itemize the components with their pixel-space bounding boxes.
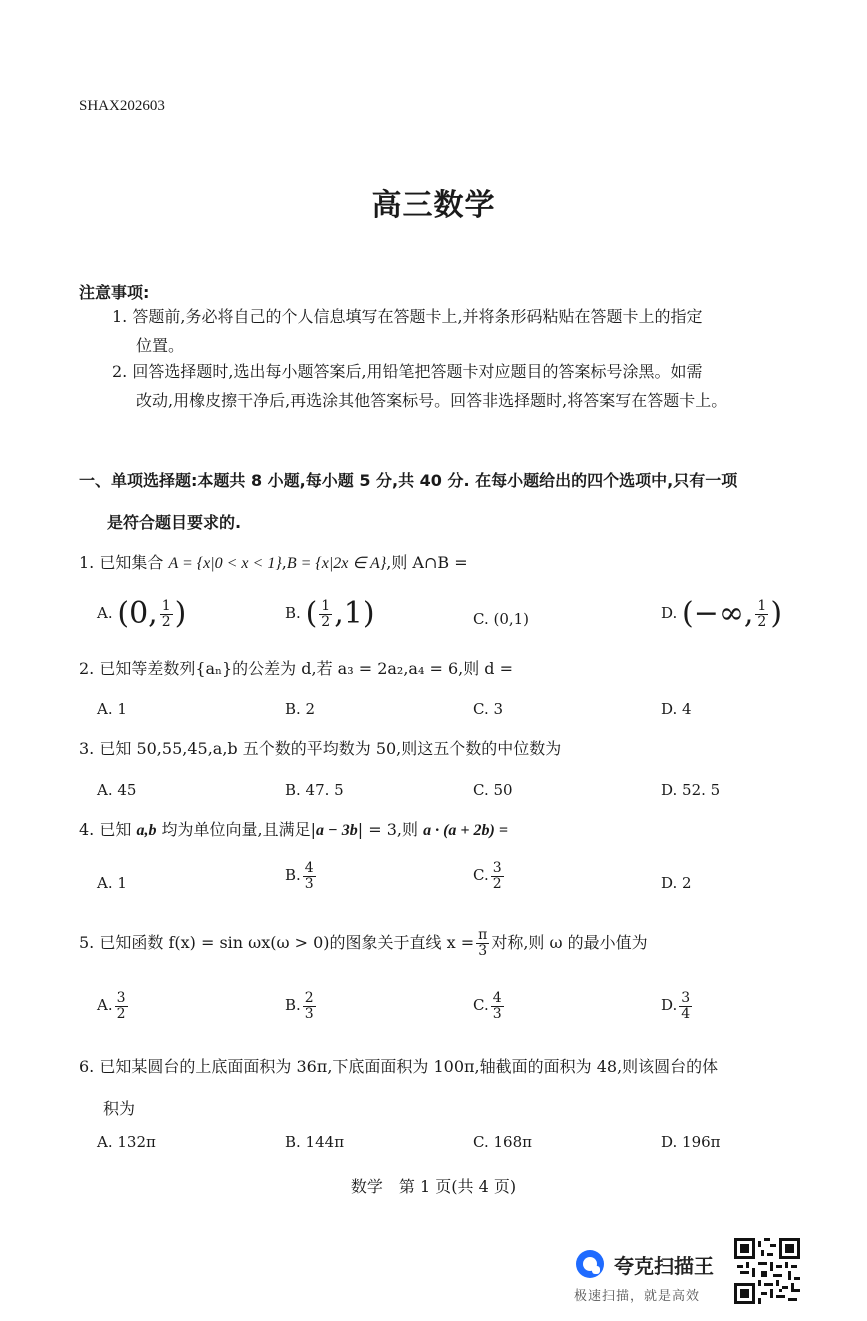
notice-item-2-first: 2. 回答选择题时,选出每小题答案后,用铅笔把答题卡对应题目的答案标号涂黑。如需 [112, 362, 703, 381]
q5-option-a-den: 2 [116, 1005, 126, 1022]
q5-option-b-frac [303, 991, 316, 1022]
q5-option-d-den: 4 [681, 1005, 691, 1022]
question-1: 1. 已知集合 A = {x|0 < x < 1},B = {x|2x ∈ A},则 A∩B = [79, 553, 468, 572]
question-3: 3. 已知 50,55,45,a,b 五个数的平均数为 50,则这五个数的中位数为 [79, 739, 562, 758]
q4-option-b-den: 3 [304, 875, 314, 892]
q4-option-c-label: C. [473, 866, 489, 884]
q5-option-c-den: 3 [492, 1005, 502, 1022]
q1-options [79, 594, 804, 634]
question-5 [79, 928, 804, 959]
q4-option-c-den: 2 [492, 875, 502, 892]
notice-item-1-rest: 位置。 [136, 336, 185, 355]
q5-option-a[interactable] [97, 990, 130, 1022]
notice-item-2 [112, 357, 792, 415]
q4-option-a[interactable]: A. 1 [97, 874, 127, 892]
scanner-watermark [574, 1248, 724, 1303]
q1-option-a-label: A. [97, 604, 113, 622]
qr-code-icon [734, 1238, 800, 1304]
q1-option-b-den: 2 [321, 613, 331, 630]
q1-option-d[interactable] [661, 598, 782, 630]
q5-num: π [478, 927, 488, 943]
q1-option-d-frac [755, 599, 768, 630]
question-2: 2. 已知等差数列{aₙ}的公差为 d,若 a₃ = 2a₂,a₄ = 6,则 d = [79, 659, 514, 678]
q1-ask: 则 A∩B = [391, 553, 468, 572]
q3-option-c[interactable]: C. 50 [473, 781, 513, 799]
q5-option-a-frac [115, 991, 128, 1022]
q1-option-d-right: ) [770, 596, 783, 631]
q1-option-d-num: 1 [757, 597, 767, 614]
q2-options [79, 694, 804, 724]
q1-option-b-right: ,1) [334, 596, 375, 631]
q5-option-b-label: B. [285, 996, 301, 1014]
q6-line2: 积为 [103, 1099, 136, 1118]
q6-option-d[interactable]: D. 196π [661, 1133, 721, 1151]
q5-option-d-frac [679, 991, 692, 1022]
q1-option-b-label: B. [285, 604, 301, 622]
q5-prefix: 5. 已知函数 f(x) = sin ωx(ω > 0)的图象关于直线 x = [79, 933, 475, 952]
q1-option-a[interactable] [97, 598, 186, 630]
q5-option-b[interactable] [285, 990, 318, 1022]
q3-options [79, 775, 804, 805]
q5-option-b-den: 3 [304, 1005, 314, 1022]
notice-item-1 [112, 302, 792, 360]
q1-option-d-left: (−∞, [682, 596, 754, 631]
question-6 [79, 1046, 804, 1130]
q5-option-a-label: A. [97, 996, 113, 1014]
q2-option-c[interactable]: C. 3 [473, 700, 504, 718]
q4-option-b-frac [303, 861, 316, 892]
q5-option-d-num: 3 [681, 989, 691, 1006]
q4-tail: | = 3,则 [357, 820, 418, 839]
scanner-slogan: 极速扫描，就是高效 [574, 1289, 701, 1304]
q1-option-a-num: 1 [161, 597, 171, 614]
q5-option-d-label: D. [661, 996, 678, 1014]
q1-option-b[interactable] [285, 598, 375, 630]
q6-option-b[interactable]: B. 144π [285, 1133, 345, 1151]
q5-option-c[interactable] [473, 990, 506, 1022]
q1-prefix: 1. 已知集合 [79, 553, 164, 572]
q5-option-c-label: C. [473, 996, 489, 1014]
q1-option-a-right: ) [174, 596, 187, 631]
q5-option-a-num: 3 [116, 989, 126, 1006]
q5-option-b-num: 2 [304, 989, 314, 1006]
q4-option-b-num: 4 [304, 859, 314, 876]
section-heading [79, 460, 799, 544]
page-title: 高三数学 [371, 188, 496, 223]
q4-option-c-frac [491, 861, 504, 892]
q6-option-a[interactable]: A. 132π [97, 1133, 156, 1151]
q4-mid: 均为单位向量,且满足| [161, 820, 317, 839]
q3-option-d[interactable]: D. 52. 5 [661, 781, 721, 799]
q4-option-b-label: B. [285, 866, 301, 884]
quark-logo-icon [574, 1248, 606, 1280]
q1-option-b-num: 1 [321, 597, 331, 614]
q5-option-c-num: 4 [492, 989, 502, 1006]
q4-option-b[interactable] [285, 860, 318, 892]
q1-option-a-left: (0, [117, 596, 158, 631]
q1-set-a: A = {x|0 < x < 1} [168, 555, 282, 572]
q4-option-c-num: 3 [492, 859, 502, 876]
scanner-brand-name: 夸克扫描王 [614, 1254, 714, 1278]
q1-option-d-label: D. [661, 604, 678, 622]
q5-suffix: 对称,则 ω 的最小值为 [491, 933, 648, 952]
q1-option-d-den: 2 [757, 613, 767, 630]
q5-frac [476, 928, 489, 959]
notice-item-2-rest: 改动,用橡皮擦干净后,再选涂其他答案标号。回答非选择题时,将答案写在答题卡上。 [136, 391, 728, 410]
notice-item-1-first: 1. 答题前,务必将自己的个人信息填写在答题卡上,并将条形码粘贴在答题卡上的指定 [112, 307, 703, 326]
section-heading-line2: 是符合题目要求的. [107, 513, 242, 532]
q3-option-a[interactable]: A. 45 [97, 781, 137, 799]
q2-option-a[interactable]: A. 1 [97, 700, 127, 718]
q4-abs-expr: a − 3b [316, 822, 358, 839]
q4-option-c[interactable] [473, 860, 506, 892]
q4-prefix: 4. 已知 [79, 820, 132, 839]
page-footer: 数学 第 1 页(共 4 页) [350, 1177, 517, 1196]
q5-den: 3 [478, 943, 488, 959]
q1-option-b-left: ( [305, 596, 318, 631]
q4-expression: a · (a + 2b) = [423, 822, 508, 839]
q4-vectors: a,b [136, 822, 157, 839]
q5-option-d[interactable] [661, 990, 694, 1022]
q2-option-d[interactable]: D. 4 [661, 700, 692, 718]
q6-options [79, 1127, 804, 1157]
q1-option-a-den: 2 [161, 613, 171, 630]
q4-option-d[interactable]: D. 2 [661, 874, 692, 892]
q5-option-c-frac [491, 991, 504, 1022]
q6-line1: 6. 已知某圆台的上底面面积为 36π,下底面面积为 100π,轴截面的面积为 48,则该圆台的体 [79, 1057, 719, 1076]
section-heading-line1: 一、单项选择题:本题共 8 小题,每小题 5 分,共 40 分. 在每小题给出的四个选项中,只有一项 [79, 471, 738, 490]
exam-code: SHAX202603 [79, 98, 165, 114]
q1-set-b: B = {x|2x ∈ A} [286, 555, 387, 572]
q6-option-c[interactable]: C. 168π [473, 1133, 532, 1151]
q3-option-b[interactable]: B. 47. 5 [285, 781, 344, 799]
q1-option-c[interactable]: C. (0,1) [473, 610, 530, 628]
notice-heading: 注意事项: [79, 283, 150, 302]
q5-options [79, 990, 804, 1030]
q2-option-b[interactable]: B. 2 [285, 700, 316, 718]
q1-option-a-frac [160, 599, 173, 630]
question-4 [79, 815, 804, 846]
q4-options [79, 860, 804, 900]
q1-option-b-frac [319, 599, 332, 630]
